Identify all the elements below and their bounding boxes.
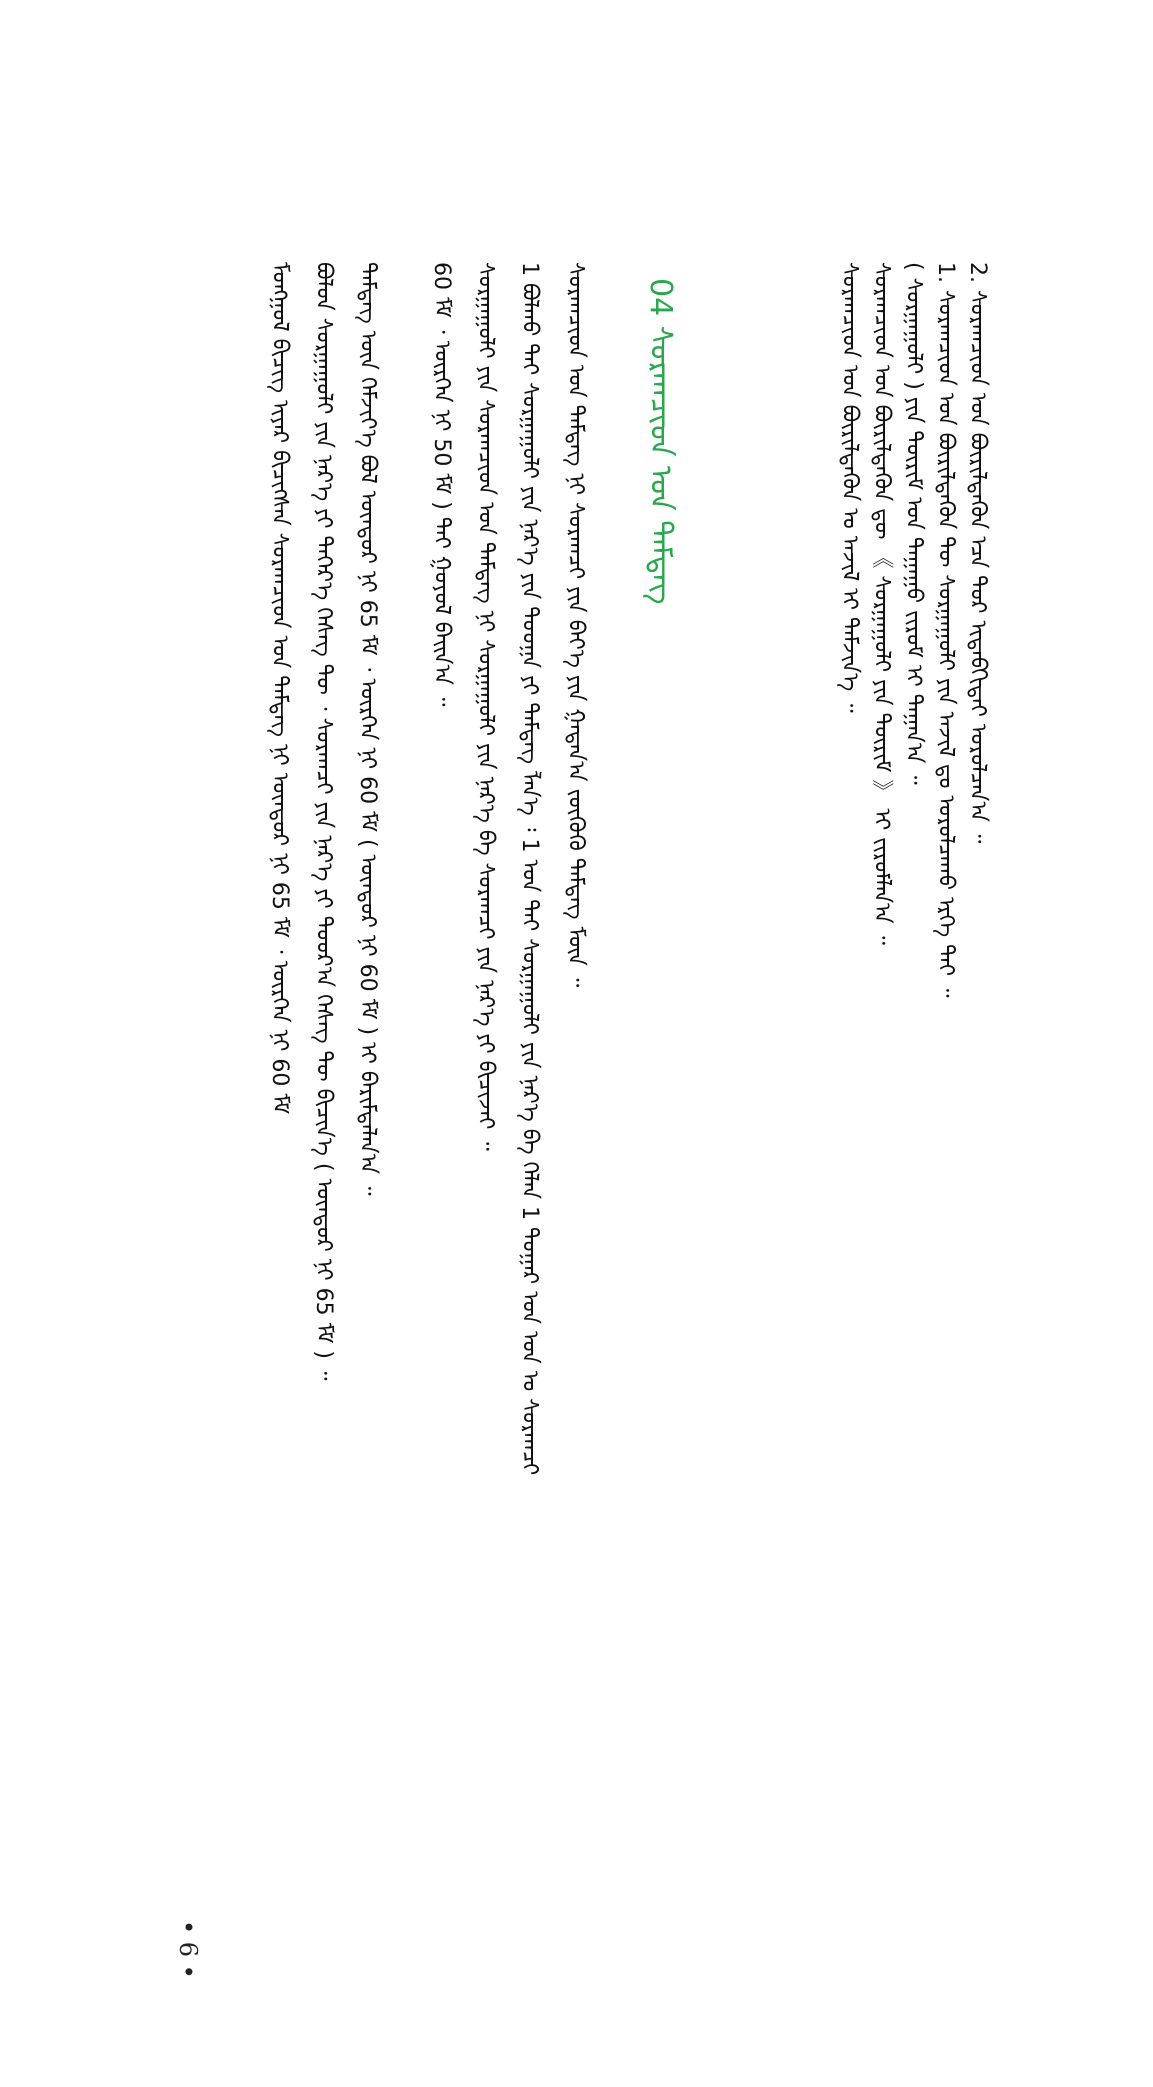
- paragraph-b-line-3: ᠰᠤᠷᠭᠠᠭᠤᠯᠢ ᠶᠢᠨ ᠰᠤᠷᠠᠭᠴᠢᠳ ᠤᠨ ᠲᠡᠮᠳᠡᠭ ᠨᠢ ᠰᠤᠷᠭᠠᠭᠤᠯᠢ ᠶᠢᠨ ᠨᠡᠷ᠎ᠡ ᠪᠠ ᠰᠤᠷᠠᠭᠴᠢ ᠶᠢᠨ ᠨᠡᠷ᠎ᠡ ᠶᠢ ᠪᠢᠴᠢᠵᠡᠢ ᠃: [473, 262, 498, 1151]
- paragraph-a-line-1: 2. ᠰᠤᠷᠠᠭᠴᠢᠳ ᠤᠨ ᠪᠦᠷᠢᠯᠳᠡᠬᠦᠨ ᠡᠴᠡ ᠲᠤᠷ ᠢᠳᠡᠪᠬᠢᠲᠡᠶ ᠣᠷᠣᠯᠴᠠᠨ᠎ᠠ ᠃: [965, 262, 990, 844]
- paragraph-a-line-4: ᠰᠤᠷᠠᠭᠴᠢᠳ ᠤᠨ ᠪᠦᠷᠢᠯᠳᠡᠬᠦᠨ ᠳᠦ 《 ᠰᠤᠷᠭᠠᠭᠤᠯᠢ ᠶᠢᠨ ᠳᠦᠷᠢᠮ 》 ᠢ ᠵᠢᠷᠤᠮᠯᠠᠨ᠎ᠠ ᠃: [869, 262, 894, 946]
- paragraph-b-line-6: ᠪᠣᠯᠤᠨ ᠰᠤᠷᠭᠠᠭᠤᠯᠢ ᠶᠢᠨ ᠨᠡᠷ᠎ᠡ ᠶᠢ ᠳᠡᠭᠡᠷ᠎ᠡ ᠬᠡᠰᠡᠭ ᠲᠦ ᠂ ᠰᠤᠷᠠᠭᠴᠢ ᠶᠢᠨ ᠨᠡᠷ᠎ᠡ ᠶᠢ ᠳᠣᠣᠷ᠎ᠠ ᠬᠡᠰᠡᠭ ᠲᠦ ᠪᠢᠴᠢᠨ᠎ᠡ ( ᠦᠨᠳᠦᠷ ᠨᠢ 65 ᠮᠮ ) ᠃: [311, 262, 336, 1381]
- page-number: • 6 •: [174, 1920, 202, 1979]
- paragraph-b-line-1: ᠰᠤᠷᠠᠭᠴᠢᠳ ᠤᠨ ᠲᠡᠮᠳᠡᠭ ᠨᠢ ᠰᠤᠷᠠᠭᠴᠢ ᠶᠢᠨ ᠪᠡᠶ᠎ᠡ ᠶᠢᠨ ᠭᠠᠳᠠᠨ᠎ᠠ ᠵᠦᠬᠦᠬᠦ ᠲᠡᠮᠳᠡᠭ ᠮᠥᠨ ᠃: [563, 262, 588, 988]
- paragraph-b-line-4: 60 ᠮᠮ ᠂ ᠥᠷᠭᠡᠨ ᠨᠢ 50 ᠮᠮ ) ᠲᠠᠢ ᠭᠣᠶᠣᠯ ᠪᠠᠢᠨ᠎ᠠ ᠃: [429, 262, 454, 707]
- paragraph-a-line-2: 1. ᠰᠤᠷᠠᠭᠴᠢᠳ ᠤᠨ ᠪᠦᠷᠢᠯᠳᠡᠬᠦᠨ ᠲᠦ ᠰᠤᠷᠭᠠᠭᠤᠯᠢ ᠶᠢᠨ ᠠᠵᠢᠯ ᠳᠤ ᠣᠷᠣᠯᠴᠠᠬᠤ ᠡᠷᠬᠡ ᠲᠠᠢ ᠃: [933, 262, 958, 998]
- section-heading: 04 ᠰᠤᠷᠠᠭᠴᠢᠳ ᠤᠨ ᠲᠡᠮᠳᠡᠭ: [643, 278, 678, 605]
- paragraph-b-line-2: 1 ᠪᠣᠯᠬᠤ ᠲᠠᠢ ᠰᠤᠷᠭᠠᠭᠤᠯᠢ ᠶᠢᠨ ᠨᠡᠷ᠎ᠡ ᠶᠢᠨ ᠳᠣᠤᠭᠠ ᠶᠢ ᠲᠡᠮᠳᠡᠭ ᠯᠡᠨ᠎ᠡ ᠄ 1 ᠤᠨ ᠲᠠᠢ ᠰᠤᠷᠭᠠᠭᠤᠯᠢ ᠶᠢᠨ ᠨᠡᠷ᠎ᠡ ᠪᠠ ᠬᠡᠯᠡᠨ 1 ᠳᠤᠭᠠᠷ ᠤᠨ ᠣᠨ ᠤ ᠰᠤᠷᠠᠭᠴᠢ: [517, 262, 542, 1476]
- paragraph-b-line-5: ᠲᠡᠮᠳᠡᠭ ᠦᠨ ᠬᠡᠮᠵᠢᠶ᠎ᠡ ᠪᠣᠯ ᠦᠨᠳᠦᠷ ᠨᠢ 65 ᠮᠮ ᠂ ᠥᠷᠭᠡᠨ ᠨᠢ 60 ᠮᠮ ( ᠦᠨᠳᠦᠷ ᠨᠢ 60 ᠮᠮ ) ᠢ ᠪᠠᠷᠢᠮᠲᠠᠯᠠᠨ᠎ᠠ ᠃: [355, 262, 380, 1196]
- paragraph-b-line-7: ᠮᠣᠩᠭᠣᠯ ᠪᠢᠴᠢᠭ ᠢᠶᠠᠷ ᠪᠢᠴᠢᠭᠰᠡᠨ ᠰᠤᠷᠠᠭᠴᠢᠳ ᠤᠨ ᠲᠡᠮᠳᠡᠭ ᠨᠢ ᠦᠨᠳᠦᠷ ᠨᠢ 65 ᠮᠮ ᠂ ᠥᠷᠭᠡᠨ ᠨᠢ 60 ᠮᠮ: [267, 262, 292, 1115]
- paragraph-a-line-5: ᠰᠤᠷᠠᠭᠴᠢᠳ ᠤᠨ ᠪᠦᠷᠢᠯᠳᠡᠬᠦᠨ ᠤ ᠠᠵᠢᠯ ᠢ ᠳᠡᠮᠵᠢᠨ᠎ᠡ ᠃: [837, 262, 862, 713]
- paragraph-a-line-3: ( ᠰᠤᠷᠭᠠᠭᠤᠯᠢ ) ᠶᠢᠨ ᠳᠦᠷᠢᠮ ᠤᠨ ᠳᠠᠭᠠᠭᠤ ᠵᠢᠷᠤᠮ ᠢ ᠳᠠᠭᠠᠨ᠎ᠠ ᠃: [901, 262, 926, 785]
